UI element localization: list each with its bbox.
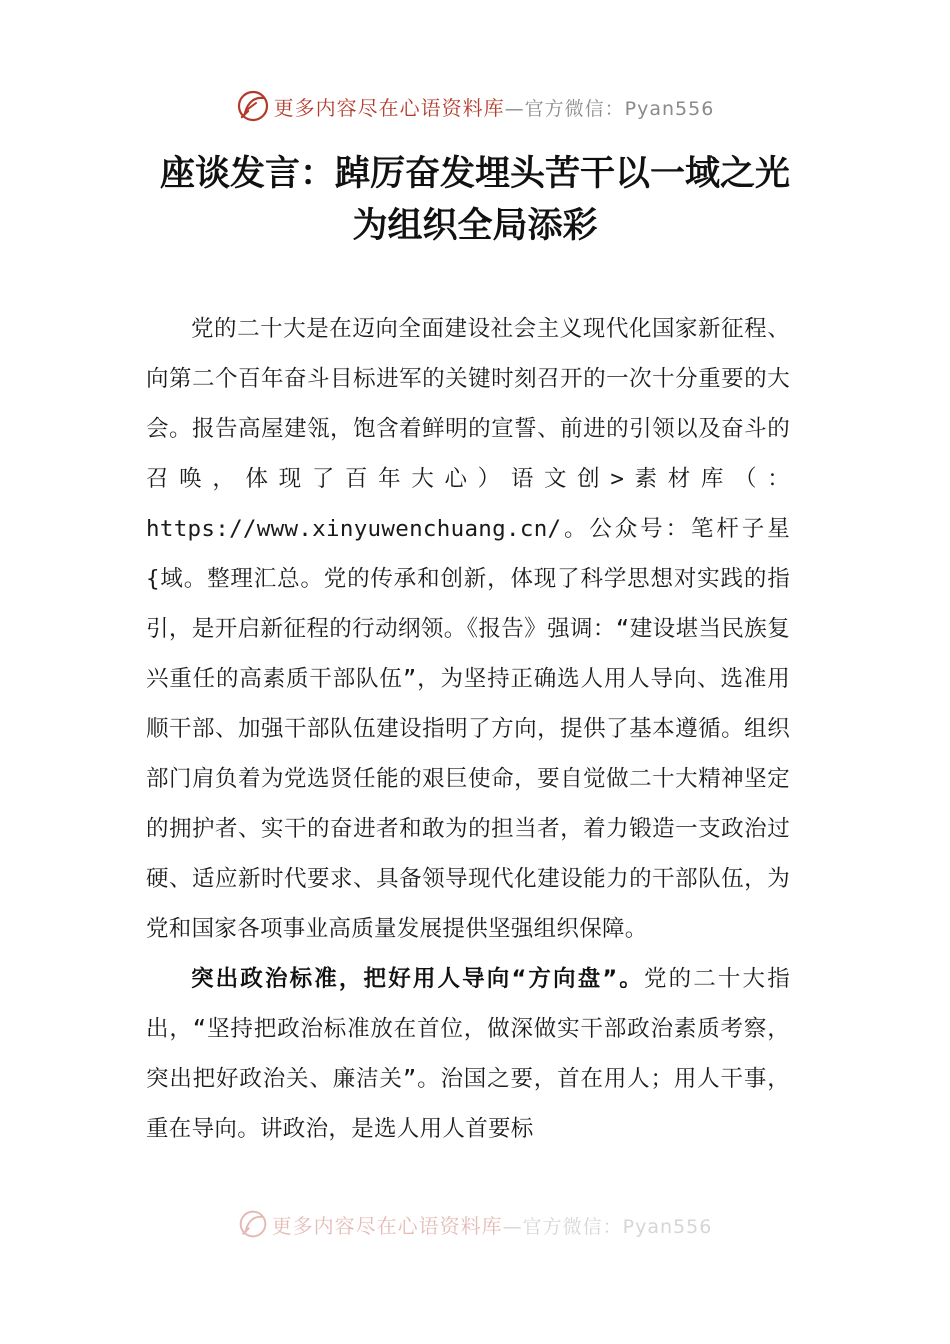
watermark-text [274,92,715,121]
footer-watermark-sub: —官方微信：Pyan556 [502,1215,713,1238]
title-line-1: 座谈发言：踔厉奋发埋头苦干以一域之光 [159,153,790,194]
paragraph-2-text: 党的二十大指出，“坚持把政治标准放在首位，做深做实干部政治素质考察，突出把好政治关、廉洁关”。治国之要，首在用人；用人干事，重在导向。讲政治，是选人用人首要标 [146,966,790,1142]
paragraph-2-lead: 突出政治标准，把好用人导向“方向盘”。 [191,966,644,992]
footer-watermark [0,1206,950,1242]
paragraph-2 [146,954,790,1154]
document-body [146,304,790,1154]
footer-watermark-main: 更多内容尽在心语资料库 [271,1213,503,1238]
title-line-2: 为组织全局添彩 [352,205,598,246]
logo-icon [236,89,270,123]
logo-icon [238,1209,268,1239]
watermark-sub: —官方微信：Pyan556 [504,97,715,120]
footer-watermark-text [272,1210,713,1239]
page-title [60,148,890,252]
watermark-main: 更多内容尽在心语资料库 [273,95,505,120]
paragraph-1: 党的二十大是在迈向全面建设社会主义现代化国家新征程、向第二个百年奋斗目标进军的关键时刻召开的一次十分重要的大会。报告高屋建瓴，饱含着鲜明的宣誓、前进的引领以及奋斗的召唤，体现了百年大心）语文创>素材库（：https://www.xinyuwenchuang.cn/。公众号：笔杆子星{域。整理汇总。党的传承和创新，体现了科学思想对实践的指引，是开启新征程的行动纲领。《报告》强调：“建设堪当民族复兴重任的高素质干部队伍”，为坚持正确选人用人导向、选准用顺干部、加强干部队伍建设指明了方向，提供了基本遵循。组织部门肩负着为党选贤任能的艰巨使命，要自觉做二十大精神坚定的拥护者、实干的奋进者和敢为的担当者，着力锻造一支政治过硬、适应新时代要求、具备领导现代化建设能力的干部队伍，为党和国家各项事业高质量发展提供坚强组织保障。 [146,316,790,942]
header-watermark [0,86,950,126]
